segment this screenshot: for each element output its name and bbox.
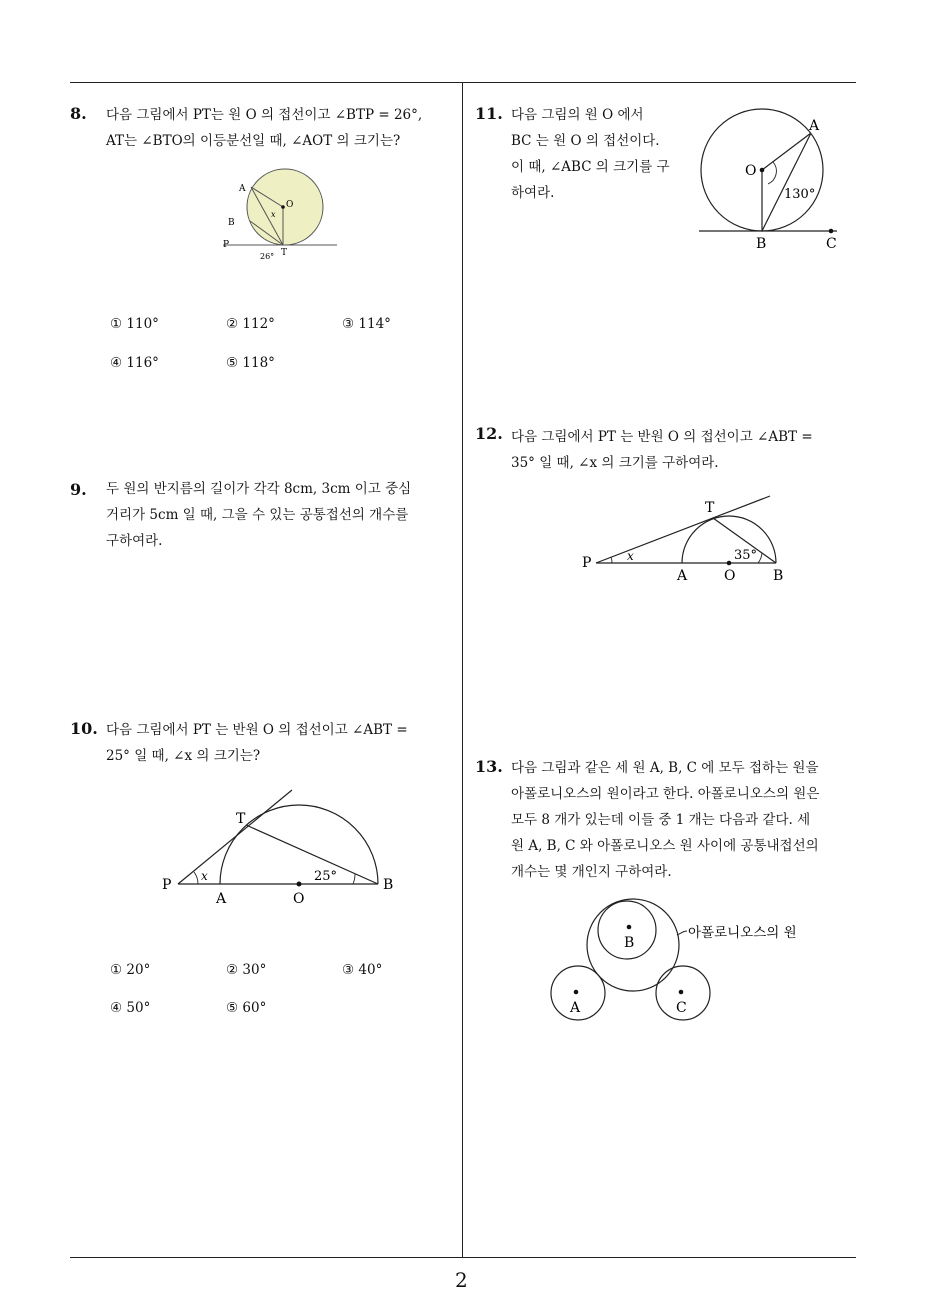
point-c [829, 229, 834, 234]
question-13-line-4: 원 A, B, C 와 아폴로니오스 원 사이에 공통내접선의 [511, 838, 819, 854]
question-10-choice-2[interactable]: ② 30° [226, 962, 267, 978]
angle-130-arc [768, 162, 776, 184]
label-b: B [383, 877, 394, 893]
question-11-text [511, 102, 670, 206]
question-10-figure [160, 785, 405, 910]
label-b: B [773, 568, 784, 584]
top-rule [70, 82, 856, 83]
column-divider [462, 83, 463, 1258]
angle-35-arc [758, 553, 762, 563]
label-c: C [826, 236, 837, 252]
question-11-line-3: 이 때, ∠ABC 의 크기를 구 [511, 159, 670, 175]
question-12-text [511, 424, 813, 476]
label-t: T [281, 248, 288, 258]
question-8-choice-5[interactable]: ⑤ 118° [226, 355, 275, 371]
question-12-figure [578, 490, 788, 585]
question-8-choice-1[interactable]: ① 110° [110, 316, 159, 332]
label-b: B [756, 236, 767, 252]
question-10-line-2: 25° 일 때, ∠x 의 크기는? [106, 748, 261, 764]
question-11-line-2: BC 는 원 O 의 접선이다. [511, 133, 660, 149]
question-11-line-4: 하여라. [511, 185, 555, 201]
label-c: C [676, 1000, 687, 1016]
angle-x-arc [611, 557, 612, 563]
question-13-line-2: 아폴로니오스의 원이라고 한다. 아폴로니오스의 원은 [511, 786, 820, 802]
center-point-a [574, 990, 579, 995]
question-10-choice-1[interactable]: ① 20° [110, 962, 151, 978]
question-12-number: 12. [475, 424, 503, 443]
question-10-choice-5[interactable]: ⑤ 60° [226, 1000, 267, 1016]
label-o: O [293, 891, 305, 907]
angle-25-arc [353, 874, 355, 884]
center-point-o [760, 168, 765, 173]
label-a: A [809, 118, 820, 134]
center-point-o [727, 561, 732, 566]
question-11-number: 11. [475, 104, 503, 123]
question-13-figure [545, 895, 835, 1030]
question-10-choice-4[interactable]: ④ 50° [110, 1000, 151, 1016]
label-a: A [570, 1000, 581, 1016]
label-p: P [223, 240, 230, 250]
label-p: P [582, 555, 592, 571]
question-12-line-2: 35° 일 때, ∠x 의 크기를 구하여라. [511, 455, 719, 471]
question-11-figure [695, 100, 860, 255]
center-point-b [627, 925, 632, 930]
label-apollonius: 아폴로니오스의 원 [688, 925, 797, 941]
center-point-o [281, 205, 285, 209]
label-angle-26: 26° [260, 252, 275, 261]
question-8-number: 8. [70, 104, 87, 123]
question-8-figure [215, 165, 345, 265]
question-13-number: 13. [475, 757, 503, 776]
center-point-o [297, 882, 302, 887]
question-13-line-5: 개수는 몇 개인지 구하여라. [511, 864, 672, 880]
question-13-text [511, 755, 819, 885]
label-a: A [216, 891, 227, 907]
question-10-choice-3[interactable]: ③ 40° [342, 962, 383, 978]
label-t: T [705, 500, 715, 516]
label-b: B [624, 935, 635, 951]
bottom-rule [70, 1257, 856, 1258]
circle-o [247, 169, 323, 245]
question-10-number: 10. [70, 719, 98, 738]
question-8-line-1: 다음 그림에서 PT는 원 O 의 접선이고 ∠BTP = 26°, [106, 107, 423, 123]
question-9-line-2: 거리가 5cm 일 때, 그을 수 있는 공통접선의 개수를 [106, 507, 409, 523]
question-11-line-1: 다음 그림의 원 O 에서 [511, 107, 644, 123]
label-angle-25: 25° [314, 869, 338, 884]
question-9-number: 9. [70, 480, 87, 499]
question-10-line-1: 다음 그림에서 PT 는 반원 O 의 접선이고 ∠ABT = [106, 722, 408, 738]
tangent-line-pt [178, 790, 292, 884]
label-a: A [239, 184, 246, 194]
label-angle-35: 35° [734, 548, 758, 563]
label-t: T [236, 811, 246, 827]
label-x: x [271, 210, 276, 219]
question-8-text [106, 102, 422, 154]
question-8-choice-4[interactable]: ④ 116° [110, 355, 159, 371]
question-8-choice-2[interactable]: ② 112° [226, 316, 275, 332]
question-9-text [106, 476, 411, 554]
label-leader-line [677, 931, 687, 935]
label-o: O [745, 163, 757, 179]
label-o: O [286, 200, 294, 210]
question-9-line-3: 구하여라. [106, 533, 163, 549]
question-8-line-2: AT는 ∠BTO의 이등분선일 때, ∠AOT 의 크기는? [106, 133, 401, 149]
question-13-line-1: 다음 그림과 같은 세 원 A, B, C 에 모두 접하는 원을 [511, 760, 819, 776]
label-a: A [677, 568, 688, 584]
question-8-choice-3[interactable]: ③ 114° [342, 316, 391, 332]
segment-tb [246, 825, 378, 884]
question-13-line-3: 모두 8 개가 있는데 이들 중 1 개는 다음과 같다. 세 [511, 812, 811, 828]
label-x: x [627, 549, 634, 563]
segment-ab [762, 133, 811, 231]
center-point-c [679, 990, 684, 995]
label-b: B [228, 218, 235, 228]
page-number: 2 [455, 1268, 468, 1292]
label-x: x [201, 869, 208, 883]
label-p: P [162, 877, 172, 893]
label-angle-130: 130° [784, 187, 816, 202]
segment-oa [762, 133, 811, 170]
question-12-line-1: 다음 그림에서 PT 는 반원 O 의 접선이고 ∠ABT = [511, 429, 813, 445]
question-10-text [106, 717, 408, 769]
label-o: O [724, 568, 736, 584]
angle-x-arc [194, 872, 198, 884]
question-9-line-1: 두 원의 반지름의 길이가 각각 8cm, 3cm 이고 중심 [106, 481, 412, 497]
